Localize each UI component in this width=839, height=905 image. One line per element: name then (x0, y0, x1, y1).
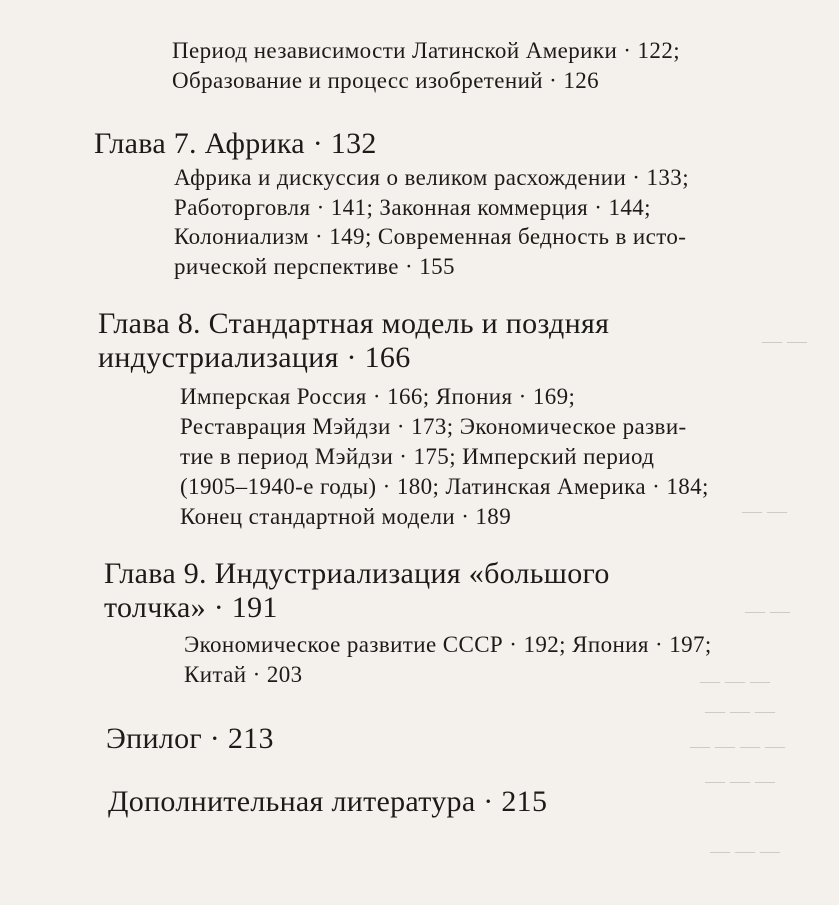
further-reading-heading[interactable] (108, 785, 547, 819)
toc-entry-line[interactable]: тие в период Мэйдзи · 175; Имперский период (180, 444, 655, 469)
chapter-9-entries (184, 630, 712, 690)
chapter-title: Дополнительная литература · 215 (108, 785, 548, 818)
chapter-8-entries (180, 382, 709, 532)
toc-entry-line[interactable]: Африка и дискуссия о великом расхождении · 133; (174, 165, 689, 190)
toc-entry-line[interactable]: Конец стандартной модели · 189 (180, 504, 512, 529)
chapter-title: Эпилог · 213 (106, 722, 274, 755)
chapter-title: Глава 7. Африка · 132 (94, 127, 377, 160)
chapter-title: Глава 8. Стандартная модель и поздняя (98, 307, 610, 340)
toc-entry-line[interactable]: Китай · 203 (184, 662, 303, 687)
toc-entry-line[interactable]: Период независимости Латинской Америки · 122; (172, 38, 681, 63)
chapter-title: индустриализация · 166 (98, 341, 411, 374)
epilogue-heading[interactable] (106, 722, 274, 756)
book-page: — — — — — — — — — — — — — — — — — — — — — — Период независимости Латинской Америки · 122; Образование и процесс изобретений · 126 Глава 7. Африка · 132 Африка и дискуссия о великом расхождении · 133; Работорговля · 141; Законная коммерция · 144; Колониализм · 149; Современная бедность в исто- рической перспективе · 155 Глава 8. Стандартная модель и поздняя индустриализация · 166 Имперская Россия · 166; Япония · 169; Реставрация Мэйдзи · 173; Экономическое разви- тие в период Мэйдзи · 175; Имперский период (1905–1940-е годы) · 180; Латинская Америка · 184; Конец стандартной модели · 189 Глава 9. Индустриализация «большого толчка» · 191 Экономическое развитие СССР · 192; Япония · 197; Китай · 203 Эпилог · 213 Дополнительная литература · 215 (94, 38, 807, 862)
toc-entry-line[interactable]: рической перспективе · 155 (174, 253, 455, 279)
toc-entry-line[interactable]: Имперская Россия · 166; Япония · 169; (180, 384, 576, 409)
toc-entry-line[interactable]: Образование и процесс изобретений · 126 (172, 68, 600, 93)
chapter-7-heading[interactable] (94, 127, 377, 161)
toc-entry-line[interactable]: Экономическое развитие СССР · 192; Япония · 197; (184, 632, 712, 657)
intro-entries (172, 36, 680, 96)
chapter-title: Глава 9. Индустриализация «большого (104, 557, 610, 590)
toc-entry-line[interactable]: Реставрация Мэйдзи · 173; Экономическое разви- (180, 414, 687, 439)
toc-entry-line[interactable]: Работорговля · 141; Законная коммерция · 144; (174, 194, 651, 220)
toc-entry-line[interactable]: (1905–1940-е годы) · 180; Латинская Америка · 184; (180, 474, 709, 499)
chapter-8-heading[interactable] (98, 307, 609, 375)
chapter-9-heading[interactable] (104, 557, 610, 625)
chapter-7-entries (174, 163, 689, 281)
chapter-title: толчка» · 191 (104, 591, 278, 624)
toc-entry-line[interactable]: Колониализм · 149; Современная бедность в исто- (174, 224, 687, 249)
